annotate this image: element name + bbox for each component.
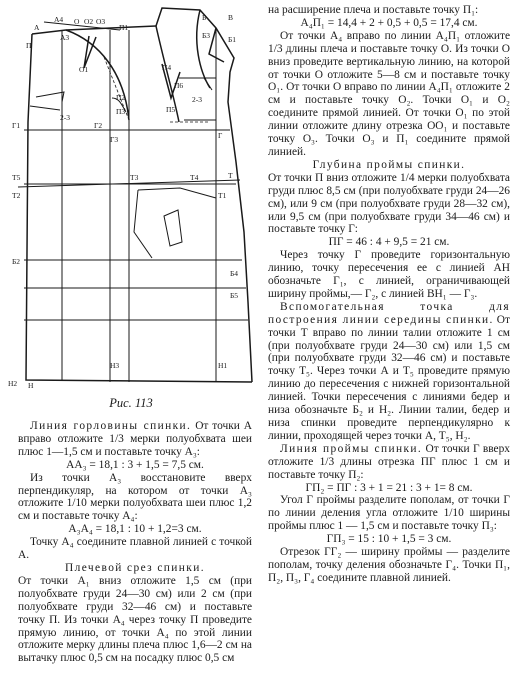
- label-G2: Г2: [94, 121, 103, 130]
- figure-caption: Рис. 113: [109, 396, 153, 410]
- left-text-column: [18, 420, 252, 665]
- label-B3: Б3: [202, 31, 211, 40]
- paragraph: на расширение плеча и поставьте точку П₁:: [268, 4, 479, 16]
- paragraph: Вспомогательная точка для построения линии середины спинки. От точки Т вправо по линии талии отложите 1 см (при полуобхвате груди 24—30 см) или 1,5 см (при полуобхвате груди 32—46 см) и поставьте точку Т₅. Через точки А и Т₅ проведите прямую линию до пересечения с нижней горизонтальной линией. Точки пересечения с линиями бедер и низа обозначьте Б₂ и Н₂. Линии талии, бедер и низа спинки проведите перпендикулярно к линии, проходящей через точки А, Т₅, Н₂.: [268, 300, 510, 442]
- label-A4: A4: [54, 15, 64, 24]
- pattern-drawing: [4, 2, 254, 392]
- section-heading: Линия проймы спинки.: [280, 442, 423, 455]
- paragraph: Из точки А₃ восстановите вверх перпендикуляр, на котором от точки А₃ отложите 1/10 мерки полуобхвата шеи плюс 1,2 см и поставьте точку А₄:: [18, 471, 252, 523]
- label-P3: П3: [116, 107, 126, 116]
- section-heading: Плечевой срез спинки.: [65, 561, 205, 574]
- formula: А₄П₁ = 14,4 + 2 + 0,5 + 0,5 = 17,4 см.: [300, 16, 478, 29]
- paragraph: Линия проймы спинки. От точки Г вверх отложите 1/3 длины отрезка ПГ плюс 1 см и поставьте точку П₂:: [268, 442, 510, 481]
- paragraph: От точки А₄ вправо по линии А₄П₁ отложите 1/3 длины плеча и поставьте точку О. Из точки О вниз проведите вертикальную линию, на которой от точки О отложите 5—8 см и поставьте точку О₁. От точки О вправо по линии А₄П₁ отложите 2 см и поставьте точку О₂. Точки О₁ и О₂ соедините прямой линией. От точки О₁ по этой линии отложите длину отрезка ОО₁ и поставьте точку О₃. Точки О₃ и П₁ соедините прямой линией.: [268, 29, 510, 158]
- right-text-column: [268, 4, 510, 585]
- label-T4: T4: [190, 173, 199, 182]
- label-O2: O2: [84, 17, 94, 26]
- label-P6: П6: [174, 81, 184, 90]
- formula: ПГ = 46 : 4 + 9,5 = 21 см.: [328, 236, 450, 249]
- label-T2: T2: [12, 191, 21, 200]
- paragraph: Через точку Г проведите горизонтальную линию, точку пересечения ее с линией АН обозначьте Г₁, с линией, ограничивающей ширину проймы,— Г₂, с линией ВН₁ — Г₃.: [268, 249, 510, 300]
- paragraph: Угол Г проймы разделите пополам, от точки Г по линии деления угла отложите 1/10 ширины проймы плюс 1 — 1,5 см и поставьте точку П₃:: [268, 494, 510, 533]
- label-N1: Н1: [218, 361, 228, 370]
- paragraph: Глубина проймы спинки. От точки П вниз отложите 1/4 мерки полуобхвата груди плюс 8,5 см (при полуобхвате груди 24—26 см), или 9 см (при полуобхвате груди 28—32 см), или 9,5 см (при полуобхвате груди 34—46 см) и поставьте точку Г:: [268, 158, 510, 236]
- section-heading: Вспомогательная точка для построения линии середины спинки.: [268, 300, 510, 326]
- paragraph: Отрезок ГГ₂ — ширину проймы — разделите пополам, точку деления обозначьте Г₄. Точки П₁, П₂, П₃, Г₄ соедините плавной линией.: [268, 546, 510, 584]
- label-O3: O3: [96, 17, 106, 26]
- label-G: Г: [218, 131, 223, 140]
- label-V: В: [228, 13, 234, 22]
- label-T1: T1: [218, 191, 227, 200]
- paragraph: Плечевой срез спинки. От точки А₁ вниз отложите 1,5 см (при полуобхвате груди 24—30 см) или 2 см (при полуобхвате груди 32—46 см) и поставьте точку П. Из точки А₄ через точку П проведите прямую линию, от точки А₄ по этой линии отложите мерку длины плеча плюс 1,6—2 см на вытачку плюс 0,5 см на посадку плюс 0,5 см: [18, 561, 252, 665]
- label-O: O: [74, 17, 80, 26]
- label-N3: Н3: [110, 361, 120, 370]
- label-G1: Г1: [12, 121, 21, 130]
- label-P5: П5: [166, 105, 176, 114]
- label-B5: Б5: [230, 291, 239, 300]
- label-2-3-right: 2-3: [192, 95, 202, 104]
- formula: АА₃ = 18,1 : 3 + 1,5 = 7,5 см.: [66, 458, 204, 471]
- formula: А₃А₄ = 18,1 : 10 + 1,2=3 см.: [68, 523, 202, 536]
- label-A: A: [34, 23, 40, 32]
- label-O1: O1: [79, 65, 89, 74]
- label-G3: Г3: [110, 135, 119, 144]
- label-N: Н: [28, 381, 34, 390]
- label-B2: Б2: [12, 257, 21, 266]
- label-P1: П1: [119, 23, 129, 32]
- section-heading: Линия горловины спинки.: [30, 420, 192, 432]
- label-P: П: [26, 41, 32, 50]
- label-B: Б: [202, 13, 207, 22]
- label-2-3-left: 2-3: [60, 113, 70, 122]
- label-T3: T3: [130, 173, 139, 182]
- label-T: T: [228, 171, 233, 180]
- section-heading: Глубина проймы спинки.: [312, 158, 466, 171]
- label-B4: Б4: [230, 269, 239, 278]
- label-P2: П2: [116, 93, 126, 102]
- label-B1: Б1: [228, 35, 237, 44]
- formula: ГП₃ = 15 : 10 + 1,5 = 3 см.: [326, 533, 452, 546]
- label-P4: П4: [162, 63, 172, 72]
- paragraph: Точку А₄ соедините плавной линией с точкой А.: [18, 536, 252, 562]
- label-T5: T5: [12, 173, 21, 182]
- label-A3: A3: [60, 33, 70, 42]
- formula: ГП₂ = ПГ : 3 + 1 = 21 : 3 + 1= 8 см.: [305, 481, 473, 494]
- label-N2: Н2: [8, 379, 18, 388]
- paragraph: Линия горловины спинки. От точки А вправо отложите 1/3 мерки полуобхвата шеи плюс 1—1,5 см и поставьте точку А₃:: [18, 420, 252, 458]
